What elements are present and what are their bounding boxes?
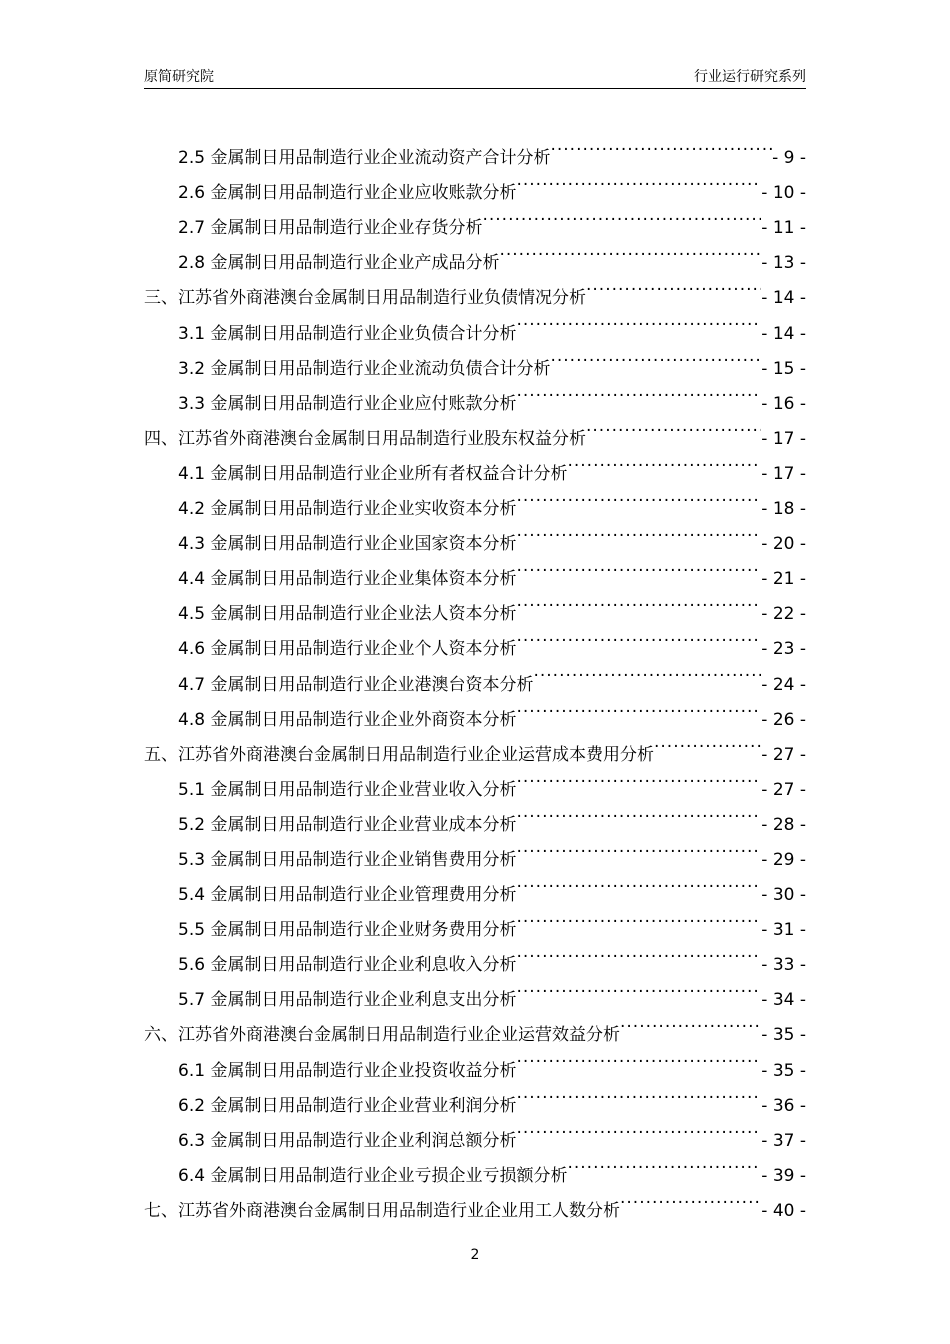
toc-entry-page: - 37 - [761, 1130, 806, 1151]
toc-entry-title: 六、江苏省外商港澳台金属制日用品制造行业企业运营效益分析 [144, 1025, 620, 1046]
toc-entry-title: 2.6 金属制日用品制造行业企业应收账款分析 [178, 183, 517, 204]
toc-entry-title: 4.3 金属制日用品制造行业企业国家资本分析 [178, 534, 517, 555]
toc-entry-page: - 17 - [761, 428, 806, 449]
toc-entry-title: 4.7 金属制日用品制造行业企业港澳台资本分析 [178, 674, 534, 695]
toc-dot-leader [516, 1040, 761, 1075]
toc-entry-page: - 15 - [761, 358, 806, 379]
toc-dot-leader [586, 409, 761, 444]
toc-entry-page: - 30 - [761, 885, 806, 906]
toc-dot-leader [516, 900, 761, 935]
toc-dot-leader [567, 1146, 761, 1181]
table-of-contents [144, 128, 806, 1221]
toc-entry-page: - 16 - [761, 393, 806, 414]
page-number: 2 [470, 1247, 480, 1263]
toc-entry-title: 2.8 金属制日用品制造行业企业产成品分析 [178, 253, 500, 274]
toc-entry-title: 4.4 金属制日用品制造行业企业集体资本分析 [178, 569, 517, 590]
toc-entry-title: 6.1 金属制日用品制造行业企业投资收益分析 [178, 1060, 517, 1081]
page-header [144, 68, 806, 89]
toc-entry-page: - 29 - [761, 849, 806, 870]
toc-entry-page: - 34 - [761, 990, 806, 1011]
toc-dot-leader [533, 654, 761, 689]
toc-entry-page: - 14 - [761, 288, 806, 309]
toc-entry-title: 三、江苏省外商港澳台金属制日用品制造行业负债情况分析 [144, 288, 586, 309]
toc-dot-leader [516, 479, 761, 514]
toc-dot-leader [516, 865, 761, 900]
toc-entry-page: - 9 - [772, 148, 806, 169]
toc-entry-page: - 22 - [761, 604, 806, 625]
header-organization: 原简研究院 [144, 69, 214, 85]
toc-entry-title: 四、江苏省外商港澳台金属制日用品制造行业股东权益分析 [144, 428, 586, 449]
toc-dot-leader [516, 514, 761, 549]
toc-entry-title: 4.8 金属制日用品制造行业企业外商资本分析 [178, 709, 517, 730]
toc-entry-title: 4.5 金属制日用品制造行业企业法人资本分析 [178, 604, 517, 625]
toc-entry-page: - 39 - [761, 1165, 806, 1186]
toc-entry-page: - 14 - [761, 323, 806, 344]
toc-entry-page: - 21 - [761, 569, 806, 590]
toc-entry-page: - 28 - [761, 814, 806, 835]
toc-entry-page: - 31 - [761, 920, 806, 941]
toc-dot-leader [499, 233, 761, 268]
toc-dot-leader [550, 339, 761, 374]
toc-entry-title: 3.3 金属制日用品制造行业企业应付账款分析 [178, 393, 517, 414]
toc-dot-leader [516, 584, 761, 619]
toc-entry-page: - 20 - [761, 534, 806, 555]
toc-entry-page: - 27 - [761, 779, 806, 800]
toc-entry-title: 6.3 金属制日用品制造行业企业利润总额分析 [178, 1130, 517, 1151]
toc-entry-page: - 40 - [761, 1200, 806, 1221]
toc-dot-leader [516, 374, 761, 409]
toc-entry-page: - 13 - [761, 253, 806, 274]
toc-dot-leader [567, 444, 761, 479]
toc-entry-title: 3.1 金属制日用品制造行业企业负债合计分析 [178, 323, 517, 344]
toc-entry-title: 七、江苏省外商港澳台金属制日用品制造行业企业用工人数分析 [144, 1200, 620, 1221]
toc-dot-leader [516, 690, 761, 725]
toc-dot-leader [516, 830, 761, 865]
toc-entry-title: 6.2 金属制日用品制造行业企业营业利润分析 [178, 1095, 517, 1116]
toc-dot-leader [516, 1111, 761, 1146]
toc-entry-title: 2.7 金属制日用品制造行业企业存货分析 [178, 218, 483, 239]
toc-entry-page: - 27 - [761, 744, 806, 765]
toc-entry-page: - 10 - [761, 183, 806, 204]
toc-entry-title: 5.3 金属制日用品制造行业企业销售费用分析 [178, 849, 517, 870]
toc-dot-leader [516, 303, 761, 338]
toc-dot-leader [654, 725, 761, 760]
toc-dot-leader [516, 163, 761, 198]
toc-entry-title: 5.1 金属制日用品制造行业企业营业收入分析 [178, 779, 517, 800]
toc-entry-page: - 35 - [761, 1025, 806, 1046]
toc-entry-page: - 36 - [761, 1095, 806, 1116]
toc-entry-title: 五、江苏省外商港澳台金属制日用品制造行业企业运营成本费用分析 [144, 744, 654, 765]
toc-dot-leader [482, 198, 761, 233]
toc-dot-leader [586, 268, 761, 303]
toc-entry-page: - 24 - [761, 674, 806, 695]
header-series-title: 行业运行研究系列 [694, 69, 806, 85]
toc-entry-title: 3.2 金属制日用品制造行业企业流动负债合计分析 [178, 358, 551, 379]
toc-dot-leader [550, 128, 772, 163]
toc-dot-leader [516, 935, 761, 970]
toc-entry-title: 4.2 金属制日用品制造行业企业实收资本分析 [178, 499, 517, 520]
toc-dot-leader [516, 970, 761, 1005]
toc-entry-title: 4.1 金属制日用品制造行业企业所有者权益合计分析 [178, 463, 568, 484]
toc-dot-leader [620, 1181, 761, 1216]
toc-entry-title: 5.6 金属制日用品制造行业企业利息收入分析 [178, 955, 517, 976]
toc-entry-title: 5.7 金属制日用品制造行业企业利息支出分析 [178, 990, 517, 1011]
toc-entry-page: - 18 - [761, 499, 806, 520]
toc-dot-leader [516, 549, 761, 584]
toc-entry-page: - 33 - [761, 955, 806, 976]
toc-entry-page: - 35 - [761, 1060, 806, 1081]
toc-entry-page: - 23 - [761, 639, 806, 660]
toc-entry-page: - 17 - [761, 463, 806, 484]
toc-dot-leader [516, 619, 761, 654]
toc-entry-title: 5.2 金属制日用品制造行业企业营业成本分析 [178, 814, 517, 835]
toc-dot-leader [516, 760, 761, 795]
toc-dot-leader [620, 1005, 761, 1040]
toc-entry-page: - 11 - [761, 218, 806, 239]
toc-entry-page: - 26 - [761, 709, 806, 730]
toc-entry[interactable] [144, 128, 806, 169]
toc-dot-leader [516, 795, 761, 830]
toc-entry-title: 6.4 金属制日用品制造行业企业亏损企业亏损额分析 [178, 1165, 568, 1186]
toc-entry-title: 4.6 金属制日用品制造行业企业个人资本分析 [178, 639, 517, 660]
toc-entry-title: 2.5 金属制日用品制造行业企业流动资产合计分析 [178, 148, 551, 169]
toc-dot-leader [516, 1076, 761, 1111]
toc-entry-title: 5.4 金属制日用品制造行业企业管理费用分析 [178, 885, 517, 906]
toc-entry-title: 5.5 金属制日用品制造行业企业财务费用分析 [178, 920, 517, 941]
